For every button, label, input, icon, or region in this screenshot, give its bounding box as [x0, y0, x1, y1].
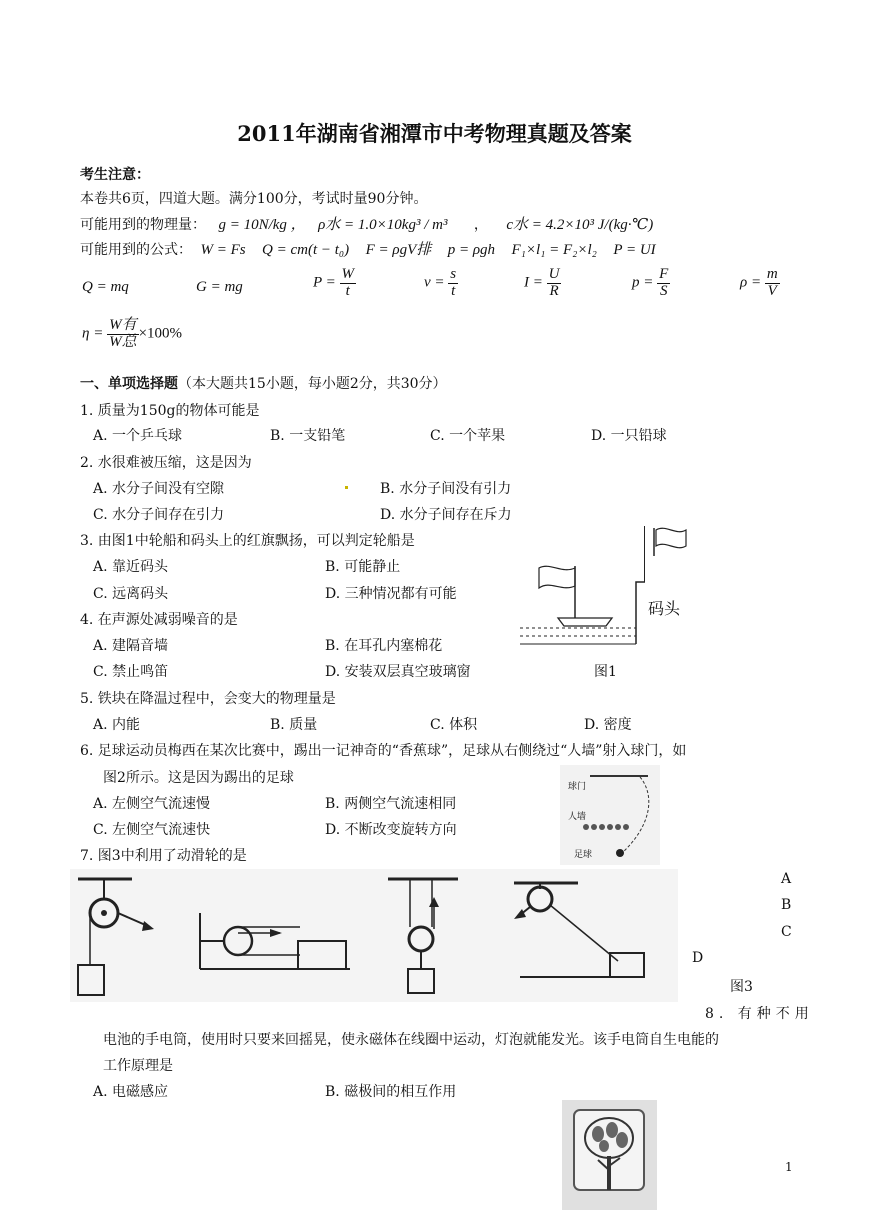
- question-2-stem: 2. 水很难被压缩，这是因为: [80, 455, 252, 471]
- formula-efficiency-lhs: η =: [82, 325, 104, 342]
- page-number: 1: [785, 1160, 793, 1174]
- question-3-option-d[interactable]: D. 三种情况都有可能: [325, 586, 457, 602]
- question-4-option-d[interactable]: D. 安装双层真空玻璃窗: [325, 664, 471, 680]
- figure-3-label-d: D: [692, 950, 704, 966]
- question-3-stem: 3. 由图1中轮船和码头上的红旗飘扬，可以判定轮船是: [80, 533, 415, 549]
- fraction-efficiency: [107, 318, 139, 351]
- question-2-option-c[interactable]: C. 水分子间存在引力: [93, 507, 225, 523]
- formula-current: [524, 267, 561, 300]
- question-4-option-a[interactable]: A. 建隔音墙: [93, 638, 169, 654]
- question-5-stem: 5. 铁块在降温过程中，会变大的物理量是: [80, 691, 336, 707]
- question-4-option-c[interactable]: C. 禁止鸣笛: [93, 664, 169, 680]
- question-5-option-c[interactable]: C. 体积: [430, 717, 478, 733]
- question-8-option-a[interactable]: A. 电磁感应: [93, 1084, 169, 1100]
- question-2-option-b[interactable]: B. 水分子间没有引力: [380, 481, 512, 497]
- question-3-option-b[interactable]: B. 可能静止: [325, 559, 401, 575]
- fraction-pressure: [657, 267, 670, 300]
- question-2-option-d[interactable]: D. 水分子间存在斥力: [380, 507, 512, 523]
- denominator: W总: [109, 333, 137, 350]
- formula-buoyancy: F = ρgV排: [365, 242, 432, 258]
- formula-power-lhs: P =: [313, 274, 336, 291]
- figure-3-pulleys: [70, 869, 678, 1002]
- formula-heat: Q = cm(t − t₀): [262, 242, 350, 258]
- fraction-speed: [448, 267, 458, 300]
- formula-work: W = Fs: [200, 242, 246, 258]
- question-8-line2: 电池的手电筒，使用时只要来回摇晃，使永磁体在线圈中运动，灯泡就能发光。该手电筒自生电能的: [103, 1032, 719, 1048]
- question-5-option-d[interactable]: D. 密度: [584, 717, 632, 733]
- question-6-option-c[interactable]: C. 左侧空气流速快: [93, 822, 211, 838]
- numerator: U: [548, 266, 560, 282]
- question-6-option-b[interactable]: B. 两侧空气流速相同: [325, 796, 457, 812]
- formulas-label: 可能用到的公式：: [80, 242, 192, 258]
- figure-3-caption: 图3: [730, 979, 753, 995]
- numerator: m: [766, 266, 778, 282]
- section-title: 一、单项选择题: [80, 376, 178, 392]
- figure-3-label-c: C: [781, 924, 792, 940]
- formula-heat-fuel: Q = mq: [82, 279, 129, 295]
- figure-1-caption: 图1: [594, 664, 617, 680]
- page-title: 2011年湖南省湘潭市中考物理真题及答案: [237, 121, 632, 146]
- constants-line: [80, 213, 653, 234]
- question-8-image: [562, 1100, 657, 1210]
- question-1-option-d[interactable]: D. 一只铅球: [591, 428, 667, 444]
- figure-2-soccer: [560, 765, 660, 865]
- formula-speed-lhs: v =: [424, 274, 445, 291]
- notice-heading: 考生注意：: [80, 167, 150, 183]
- formula-power-electric: P = UI: [613, 242, 656, 258]
- notice-line: 本卷共6页，四道大题。满分100分，考试时量90分钟。: [80, 191, 428, 207]
- figure-1-ship-dock: [520, 526, 645, 656]
- stray-dot: [345, 486, 348, 489]
- question-5-option-a[interactable]: A. 内能: [93, 717, 141, 733]
- section-note: （本大题共15小题，每小题2分，共30分）: [178, 376, 447, 392]
- formula-density: [740, 267, 780, 300]
- denominator: V: [767, 282, 777, 299]
- constant-g: g = 10N/kg ，: [218, 217, 306, 233]
- denominator: R: [549, 282, 559, 299]
- formula-efficiency: [82, 318, 182, 351]
- question-1-option-a[interactable]: A. 一个乒乓球: [93, 428, 183, 444]
- question-6-option-d[interactable]: D. 不断改变旋转方向: [325, 822, 457, 838]
- question-1-stem: 1. 质量为150g的物体可能是: [80, 403, 260, 419]
- question-4-option-b[interactable]: B. 在耳孔内塞棉花: [325, 638, 443, 654]
- constant-rho: ρ水 = 1.0×10kg³ / m³: [318, 217, 448, 233]
- figure-3-label-b: B: [781, 897, 792, 913]
- formula-density-lhs: ρ =: [740, 274, 762, 291]
- numerator: W: [341, 266, 355, 282]
- formula-current-lhs: I =: [524, 274, 543, 291]
- dock-wall: [644, 526, 645, 582]
- denominator: t: [345, 282, 350, 299]
- numerator: W有: [109, 317, 137, 333]
- numerator: F: [659, 266, 669, 282]
- formula-lever: F₁×l₁ = F₂×l₂: [511, 242, 597, 258]
- numerator: s: [450, 266, 457, 282]
- fraction-power: [340, 267, 357, 300]
- figure-1-dock-label: 码头: [648, 599, 681, 618]
- question-7-stem: 7. 图3中利用了动滑轮的是: [80, 848, 247, 864]
- question-3-option-c[interactable]: C. 远离码头: [93, 586, 169, 602]
- question-6-stem-line1: 6. 足球运动员梅西在某次比赛中，踢出一记神奇的“香蕉球”，足球从右侧绕过“人墙”射入球门，如: [80, 743, 687, 759]
- constants-separator: ，: [473, 217, 488, 233]
- formula-pressure-lhs: p =: [632, 274, 654, 291]
- question-6-option-a[interactable]: A. 左侧空气流速慢: [93, 796, 211, 812]
- question-3-option-a[interactable]: A. 靠近码头: [93, 559, 169, 575]
- dock-flag: [650, 526, 690, 556]
- section-heading: [80, 373, 447, 393]
- figure-3-label-a: A: [781, 871, 792, 887]
- question-6-stem-line2: 图2所示。这是因为踢出的足球: [103, 770, 294, 786]
- formula-efficiency-rhs: ×100%: [138, 325, 183, 342]
- question-2-option-a[interactable]: A. 水分子间没有空隙: [93, 481, 225, 497]
- formula-gravity: G = mg: [196, 279, 243, 295]
- formula-pressure: [632, 267, 670, 300]
- formula-speed: [424, 267, 458, 300]
- question-1-option-c[interactable]: C. 一个苹果: [430, 428, 506, 444]
- question-1-option-b[interactable]: B. 一支铅笔: [270, 428, 346, 444]
- denominator: t: [451, 282, 456, 299]
- denominator: S: [659, 282, 668, 299]
- constant-c: c水 = 4.2×10³ J/(kg·℃): [506, 217, 654, 233]
- fraction-current: [547, 267, 562, 300]
- fraction-density: [765, 267, 780, 300]
- figure-2-wall-label: 人墙: [568, 812, 587, 822]
- question-4-stem: 4. 在声源处减弱噪音的是: [80, 612, 238, 628]
- question-8-option-b[interactable]: B. 磁极间的相互作用: [325, 1084, 457, 1100]
- question-5-option-b[interactable]: B. 质量: [270, 717, 318, 733]
- formula-pressure-liquid: p = ρgh: [447, 242, 496, 258]
- constants-label: 可能用到的物理量：: [80, 217, 206, 233]
- question-8-lead: 8. 有种不用: [705, 1006, 814, 1022]
- formulas-line: [80, 238, 656, 259]
- formula-power: [313, 267, 356, 300]
- question-8-line3: 工作原理是: [103, 1058, 173, 1074]
- figure-2-goal-label: 球门: [568, 782, 587, 792]
- figure-2-ball-label: 足球: [574, 850, 593, 860]
